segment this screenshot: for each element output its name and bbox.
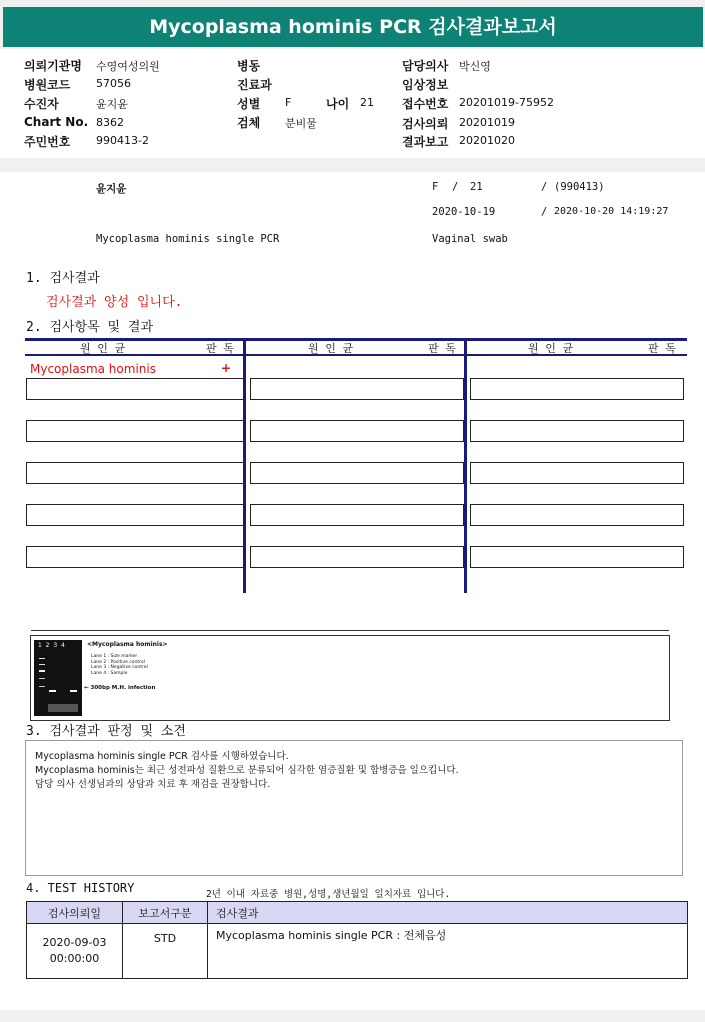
gel-legend [91,654,148,676]
title-bar [0,0,705,49]
gel-image-frame [30,635,670,721]
summary-slash-3: / [541,206,548,218]
result-cell-box [26,462,244,484]
result-judgement: + [221,361,232,375]
receipt-no-label: 접수번호 [402,97,449,111]
ladder-band [39,678,45,679]
sex-label: 성별 [237,97,261,111]
result-cell-box [250,504,464,526]
dept-label: 진료과 [237,78,272,92]
gel-title: <Mycoplasma hominis> [87,641,168,648]
result-cell-box [250,378,464,400]
result-cell-box [26,546,244,568]
table-row[interactable] [27,924,688,979]
result-cell-box [470,546,684,568]
result-cell-box [470,420,684,442]
history-header-date: 검사의뢰일 [27,902,123,924]
section1-result: 검사결과 양성 입니다. [46,295,183,310]
doctor-value: 박신영 [459,60,491,73]
chart-no-label: Chart No. [24,115,89,129]
report-date-value: 20201020 [459,134,515,147]
history-time: 00:00:00 [49,952,100,965]
resident-no-label: 주민번호 [24,135,71,149]
section2-title: 2. 검사항목 및 결과 [26,320,154,335]
gel-top-rule [31,630,669,631]
sample-band [70,690,77,692]
request-date-label: 검사의뢰 [402,117,449,131]
history-date: 2020-09-03 [42,936,107,949]
result-cell-box [250,462,464,484]
separator [0,158,705,172]
col-header-pathogen-3: 원 인 균 [528,342,574,355]
patient-label: 수진자 [24,97,59,111]
section3-title: 3. 검사결과 판정 및 소견 [26,724,186,739]
summary-specimen: Vaginal swab [432,233,508,245]
gel-band-label: ← 300bp M.H. infection [84,685,156,691]
history-date-cell [27,924,123,979]
lane-1-number: 1 [38,642,42,649]
hospital-value: 수영여성의원 [96,60,160,73]
gel-legend-line: Lane 2 : Positive control [91,659,145,665]
ladder-band [39,686,45,687]
gel-lane-numbers [38,642,65,649]
patient-value: 윤지윤 [96,98,128,111]
result-cell-box [26,504,244,526]
summary-report-datetime: 2020-10-20 14:19:27 [554,206,669,217]
result-cell-box [26,378,244,400]
positive-band [49,690,56,692]
summary-request-date: 2020-10-19 [432,206,496,218]
hospital-label: 의뢰기관명 [24,59,82,73]
age-value: 21 [360,96,374,109]
ward-label: 병동 [237,59,261,73]
summary-patient-name: 윤지윤 [96,183,127,195]
ladder-band [39,670,45,672]
result-cell-box [470,378,684,400]
comment-line-2: Mycoplasma hominis는 최근 성전파성 질환으로 분류되어 심각한 염증질환 및 합병증을 일으킵니다. [35,765,459,776]
resident-no-value: 990413-2 [96,134,149,147]
clinical-info-label: 임상정보 [402,78,449,92]
summary-age: 21 [470,181,483,193]
history-note: 2년 이내 자료중 병원,성명,생년월일 일치자료 입니다. [206,889,451,900]
comment-box [25,740,683,876]
result-cell-box [26,420,244,442]
lane-4-number: 4 [60,642,65,649]
lane-2-number: 2 [45,642,50,649]
receipt-no-value: 20201019-75952 [459,96,554,109]
gel-legend-line: Lane 4 : Sample [91,670,128,676]
summary-slash-1: / [452,181,459,193]
col-header-judgement-2: 판 독 [428,342,456,355]
specimen-value: 분비물 [285,117,317,130]
primer-dimer-smear [48,704,78,712]
gel-legend-line: Lane 3 : Negative control [91,665,148,670]
ladder-band [39,664,45,665]
result-cell-box [250,420,464,442]
grid-divider-2 [464,338,467,593]
history-header-row [27,902,688,924]
history-type: STD [123,924,208,979]
gel-legend-line: Lane 1 : Size marker [91,654,138,659]
report-date-label: 결과보고 [402,135,449,149]
ladder-band [39,658,45,659]
summary-test-name: Mycoplasma hominis single PCR [96,233,280,245]
history-table-wrap [26,901,688,979]
col-header-pathogen-1: 원 인 균 [80,342,126,355]
section4-title: 4. TEST HISTORY [26,881,135,895]
col-header-pathogen-2: 원 인 균 [308,342,354,355]
gel-image [34,640,82,716]
doctor-label: 담당의사 [402,59,449,73]
header-info [0,49,705,158]
summary-sex: F [432,181,439,193]
comment-line-1: Mycoplasma hominis single PCR 검사를 시행하였습니다. [35,751,289,762]
hospital-code-value: 57056 [96,77,131,90]
hospital-code-label: 병원코드 [24,78,71,92]
summary-slash-2: / [541,181,548,193]
age-label: 나이 [326,97,350,111]
section1-title: 1. 검사결과 [26,271,100,286]
report-title: Mycoplasma hominis PCR 검사결과보고서 [3,7,703,47]
chart-no-value: 8362 [96,116,124,129]
sex-value: F [285,96,292,109]
col-header-judgement-1: 판 독 [206,342,234,355]
request-date-value: 20201019 [459,116,515,129]
specimen-label: 검체 [237,116,261,130]
history-table [26,901,688,979]
lane-3-number: 3 [53,642,58,649]
result-cell-box [470,504,684,526]
summary-birth: (990413) [554,181,605,193]
history-header-type: 보고서구분 [123,902,208,924]
col-header-judgement-3: 판 독 [648,342,676,355]
history-result: Mycoplasma hominis single PCR : 전체음성 [208,924,688,979]
result-cell-box [470,462,684,484]
comment-line-3: 담당 의사 선생님과의 상담과 치료 후 재검을 권장합니다. [35,779,271,790]
result-cell-box [250,546,464,568]
history-header-result: 검사결과 [208,902,688,924]
result-pathogen: Mycoplasma hominis [30,362,156,376]
